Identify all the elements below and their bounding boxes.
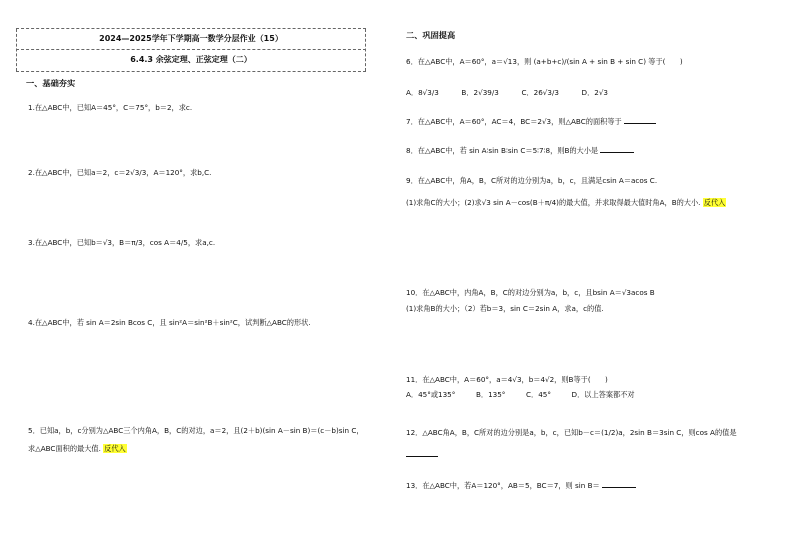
question-8-text: 8．在△ABC中，若 sin A∶sin B∶sin C＝5∶7∶8，则B的大小是 (406, 146, 599, 155)
question-9-line-2 (406, 198, 726, 208)
question-5-line-1: 5．已知a，b，c分别为△ABC三个内角A，B，C的对边，a＝2，且(2＋b)(sin A－sin B)＝(c－b)sin C， (28, 426, 364, 435)
answer-blank[interactable] (406, 456, 438, 457)
answer-blank[interactable] (600, 152, 634, 153)
option-b: B．135° (475, 390, 506, 399)
option-d: D．以上答案都不对 (571, 390, 635, 399)
question-9-text: (1)求角C的大小；(2)求√3 sin A－cos(B＋π/4)的最大值，并求取得最大值时角A，B的大小. (406, 198, 701, 207)
question-7-text: 7．在△ABC中，A＝60°，AC＝4，BC＝2√3，则△ABC的面积等于 (406, 117, 622, 126)
question-13 (406, 481, 636, 491)
answer-blank[interactable] (602, 487, 636, 488)
option-d: D．2√3 (581, 88, 608, 97)
question-1: 1.在△ABC中，已知A＝45°，C＝75°，b＝2，求c. (28, 103, 193, 112)
question-10-line-2: (1)求角B的大小；（2）若b＝3，sin C＝2sin A，求a，c的值. (406, 304, 604, 313)
lesson-subtitle: 6.4.3 余弦定理、正弦定理（二） (130, 55, 252, 64)
section-basic: 一、基础夯实 (26, 78, 76, 88)
question-7 (406, 117, 656, 127)
option-b: B．2√39/3 (461, 88, 499, 97)
question-11-options (406, 390, 635, 400)
question-6: 6．在△ABC中，A＝60°，a＝√13，则 (a+b+c)/(sin A + sin B + sin C) 等于( ) (406, 57, 683, 66)
question-2: 2.在△ABC中，已知a＝2，c＝2√3/3，A＝120°，求b,C. (28, 168, 212, 177)
question-9-line-1: 9．在△ABC中，角A，B，C所对的边分别为a，b，c，且满足csin A＝acos C. (406, 176, 658, 185)
question-8 (406, 146, 634, 156)
option-a: A．8√3/3 (406, 88, 439, 97)
question-12-answer (406, 450, 438, 460)
question-6-options (406, 88, 608, 98)
option-c: C．45° (525, 390, 551, 399)
question-4: 4.在△ABC中，若 sin A＝2sin Bcos C，且 sin²A＝sin²B＋sin²C，试判断△ABC的形状. (28, 318, 311, 327)
question-10-line-1: 10．在△ABC中，内角A，B，C的对边分别为a，b，c，且bsin A＝√3acos B (406, 288, 655, 297)
section-advanced: 二、巩固提高 (406, 30, 456, 40)
option-a: A．45°或135° (406, 390, 456, 399)
question-12: 12．△ABC角A，B，C所对的边分别是a，b，c，已知b－c＝(1/2)a，2sin B＝3sin C，则cos A的值是 (406, 428, 737, 437)
question-5-text: 求△ABC面积的最大值. (28, 444, 101, 453)
question-11: 11．在△ABC中，A＝60°，a＝4√3，b＝4√2，则B等于( ) (406, 375, 608, 384)
highlight-tag: 反代入 (703, 198, 726, 207)
question-13-text: 13．在△ABC中，若A＝120°，AB＝5，BC＝7，则 sin B＝ (406, 481, 600, 490)
question-5-line-2 (28, 444, 127, 454)
answer-blank[interactable] (624, 123, 656, 124)
title-box (16, 28, 366, 72)
option-c: C．26√3/3 (521, 88, 559, 97)
worksheet-title: 2024—2025学年下学期高一数学分层作业（15） (99, 34, 283, 43)
question-3: 3.在△ABC中，已知b＝√3，B＝π/3，cos A＝4/5，求a,c. (28, 238, 216, 247)
highlight-tag: 反代入 (104, 444, 126, 453)
